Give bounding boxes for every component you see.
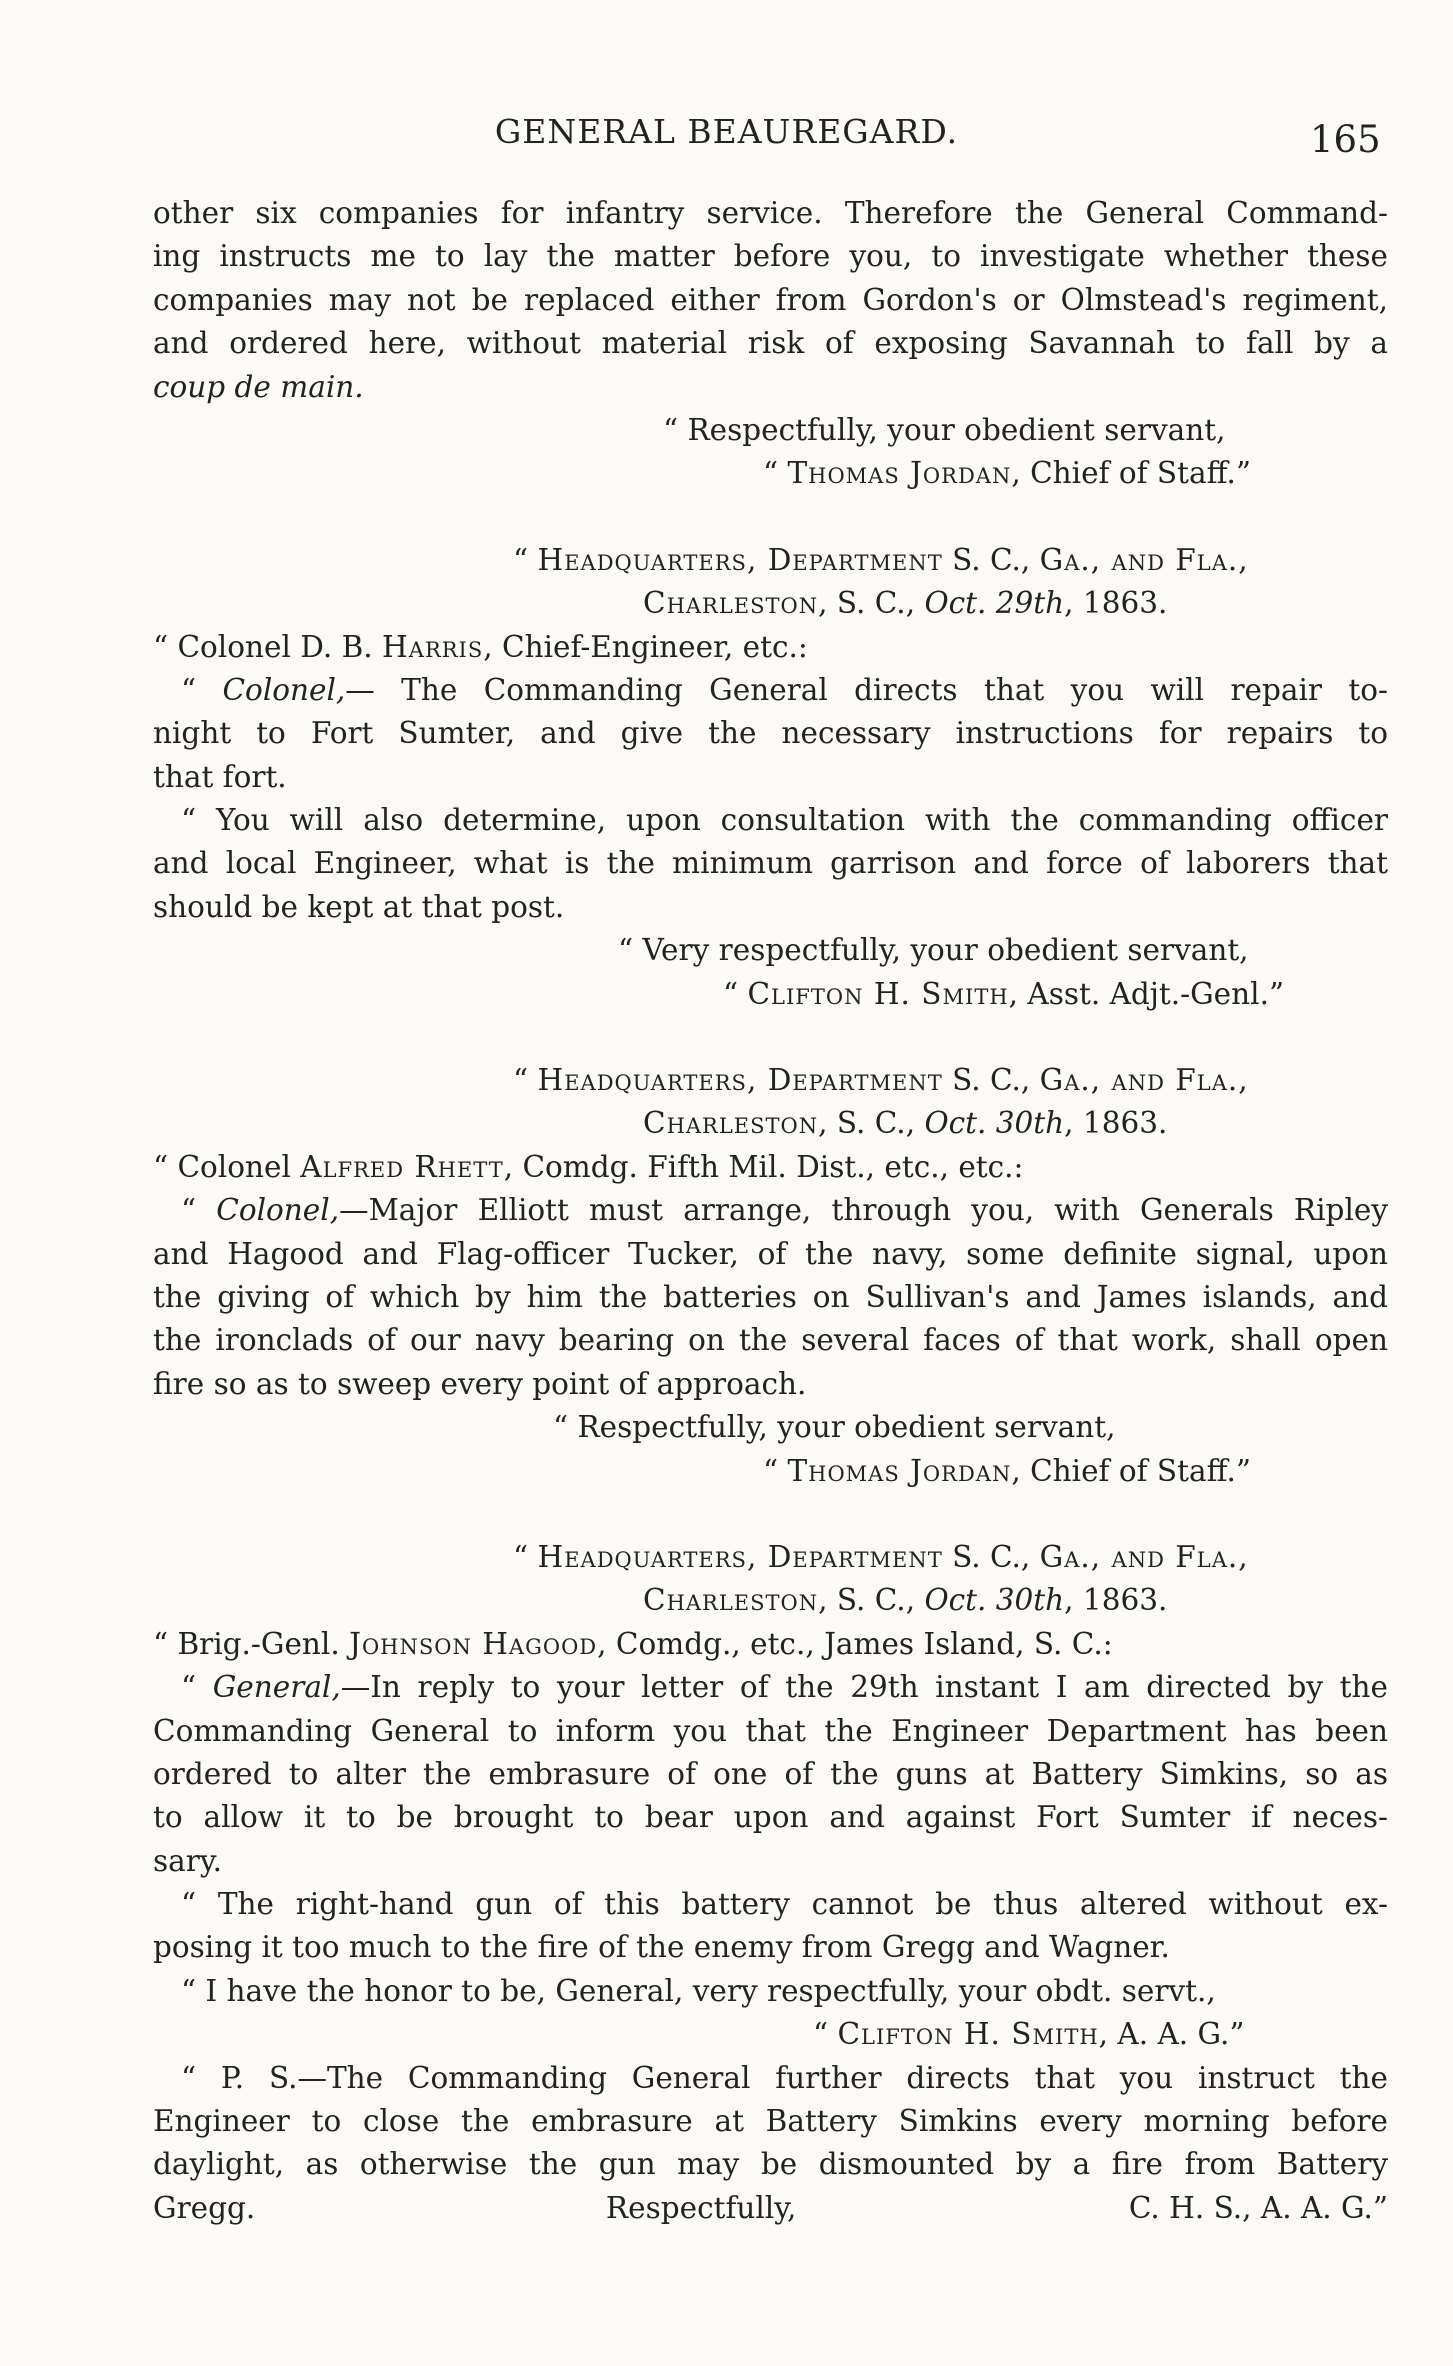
text-line: the giving of which by him the batteries on Sullivan's and James islands, and [153,1279,1388,1314]
year: , 1863. [1064,1106,1168,1141]
text-line: “ I have the honor to be, General, very respectfully, your obdt. servt., [181,1973,1216,2008]
sig-name: Thomas Jordan [787,1453,1012,1488]
place: Charleston [643,586,819,621]
addr-rest: , Comdg., etc., James Island, S. C.: [597,1626,1113,1661]
letter-jordan-continuation [153,192,1388,496]
text-line: night to Fort Sumter, and give the necessary instructions for repairs to [153,716,1388,751]
addr-rest: , Chief-Engineer, etc.: [483,629,808,664]
text-line: other six companies for infantry service. Therefore the General Command- [153,196,1388,230]
hq-states: Ga., and Fla., [1039,1063,1249,1098]
text-line: the ironclads of our navy bearing on the several faces of that work, shall open [153,1323,1388,1358]
sig-quote: “ [763,456,788,491]
salutation-line [153,1666,1388,1709]
salutation: Colonel, [216,1193,340,1228]
ps-close: Respectfully, [605,2190,797,2225]
date: Oct. 29th [924,586,1065,621]
body-first: —Major Elliott must arrange, through you, with Generals Ripley [339,1193,1389,1228]
sig-title: , Asst. Adjt.-Genl.” [1008,976,1285,1011]
postscript-final-line [153,2187,1388,2230]
addr-name: Alfred Rhett [300,1149,504,1184]
sig-name: Clifton H. Smith [747,976,1009,1011]
text-line: companies may not be replaced either from Gordon's or Olmstead's regiment, [153,282,1388,317]
complimentary-close: “ Very respectfully, your obedient servant, [618,933,1249,968]
salutation-line [153,669,1388,712]
text-line: “ You will also determine, upon consultation with the commanding officer [181,803,1388,838]
date: Oct. 30th [924,1583,1065,1618]
sig-name: Clifton H. Smith [837,2017,1099,2052]
letterhead [153,1536,1388,1579]
text-line-italic: coup de main. [153,369,364,404]
postscript-line: Engineer to close the embrasure at Battery Simkins every morning before [153,2104,1388,2139]
postscript-line: “ P. S.—The Commanding General further directs that you instruct the [181,2060,1388,2095]
addr-open: “ Colonel D. B. [153,629,383,664]
addr-open: “ Brig.-Genl. [153,1626,350,1661]
signature [153,1450,1388,1493]
signature [153,2013,1388,2056]
quote: “ [181,672,223,707]
hq-name: Headquarters, Department [537,542,943,577]
sig-title: , Chief of Staff.” [1011,456,1251,491]
text-line: that fort. [153,759,287,794]
text-line: posing it too much to the fire of the enemy from Gregg and Wagner. [153,1930,1170,1965]
hq-state: S. C., [942,1539,1040,1574]
letter-gap [153,496,1388,539]
sig-name: Thomas Jordan [787,456,1012,491]
text-line: fire so as to sweep every point of approach. [153,1366,807,1401]
addr-name: Johnson Hagood [349,1626,598,1661]
body-first: — The Commanding General directs that you will repair to- [345,672,1388,707]
addressee [153,626,1388,669]
place-state: , S. C., [818,1583,925,1618]
text-line: should be kept at that post. [153,889,565,924]
signature [153,452,1388,495]
date: Oct. 30th [924,1106,1065,1141]
place: Charleston [643,1106,819,1141]
sig-title: , Chief of Staff.” [1011,1453,1251,1488]
letter-harris [153,539,1388,1016]
hq-name: Headquarters, Department [537,1063,943,1098]
sig-title: , A. A. G.” [1098,2017,1245,2052]
salutation-line [153,1189,1388,1232]
hq-states: Ga., and Fla., [1039,1539,1249,1574]
salutation: General, [212,1670,341,1705]
addr-name: Harris [382,629,484,664]
quote: “ [513,1539,538,1574]
dateline [153,582,1388,625]
quote: “ [181,1193,217,1228]
text-line: and local Engineer, what is the minimum garrison and force of laborers that [153,846,1388,881]
year: , 1863. [1064,586,1168,621]
complimentary-close: “ Respectfully, your obedient servant, [553,1410,1116,1445]
addr-open: “ Colonel [153,1149,301,1184]
letter-gap [153,1493,1388,1536]
page-number: 165 [1310,118,1381,161]
text-line: to allow it to be brought to bear upon and against Fort Sumter if neces- [153,1800,1388,1835]
sig-quote: “ [813,2017,838,2052]
letter-gap [153,1016,1388,1059]
hq-state: S. C., [942,542,1040,577]
hq-name: Headquarters, Department [537,1539,943,1574]
dateline [153,1579,1388,1622]
postscript-line: daylight, as otherwise the gun may be dismounted by a fire from Battery [153,2147,1388,2182]
hq-states: Ga., and Fla., [1039,542,1249,577]
text-line: Commanding General to inform you that the Engineer Department has been [153,1713,1388,1748]
place-state: , S. C., [818,586,925,621]
quote: “ [181,1670,213,1705]
body-first: —In reply to your letter of the 29th instant I am directed by the [340,1670,1388,1705]
letter-rhett [153,1059,1388,1493]
place: Charleston [643,1583,819,1618]
letter-hagood [153,1536,1388,2230]
text-line: sary. [153,1843,222,1878]
addressee [153,1623,1388,1666]
running-title: GENERAL BEAUREGARD. [494,112,959,151]
text-line: “ The right-hand gun of this battery cannot be thus altered without ex- [181,1887,1388,1922]
page-body [153,192,1388,2230]
ps-word: Gregg. [153,2190,256,2225]
dateline [153,1102,1388,1145]
signature [153,973,1388,1016]
text-line: and Hagood and Flag-officer Tucker, of the navy, some definite signal, upon [153,1236,1388,1271]
addr-rest: , Comdg. Fifth Mil. Dist., etc., etc.: [503,1149,1024,1184]
text-line: ing instructs me to lay the matter before you, to investigate whether these [153,239,1388,274]
addressee [153,1146,1388,1189]
complimentary-close: “ Respectfully, your obedient servant, [663,412,1226,447]
quote: “ [513,1063,538,1098]
text-line: ordered to alter the embrasure of one of the guns at Battery Simkins, so as [153,1756,1388,1791]
ps-signature: C. H. S., A. A. G.” [1128,2190,1388,2225]
place-state: , S. C., [818,1106,925,1141]
sig-quote: “ [723,976,748,1011]
sig-quote: “ [763,1453,788,1488]
quote: “ [513,542,538,577]
letterhead [153,539,1388,582]
text-line: and ordered here, without material risk of exposing Savannah to fall by a [153,326,1388,361]
hq-state: S. C., [942,1063,1040,1098]
year: , 1863. [1064,1583,1168,1618]
salutation: Colonel, [222,672,346,707]
letterhead [153,1059,1388,1102]
